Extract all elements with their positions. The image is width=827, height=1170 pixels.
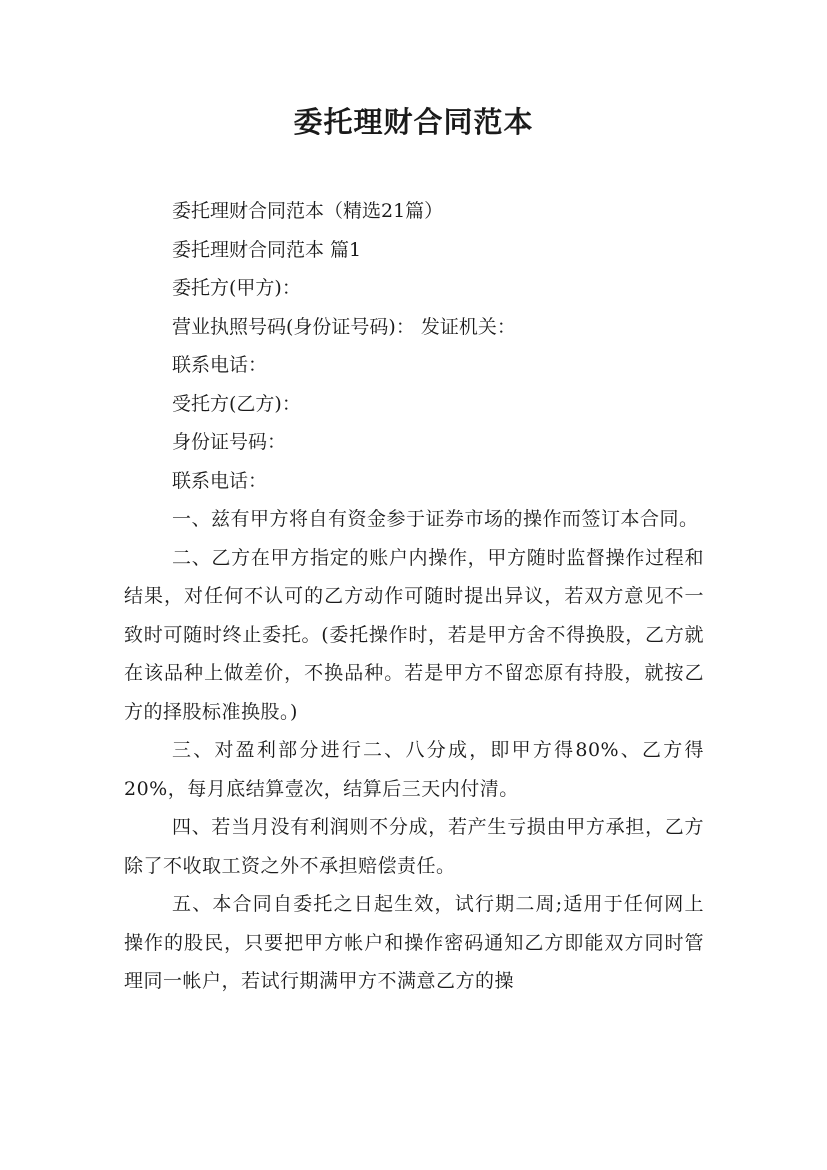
party-a-license-label: 营业执照号码(身份证号码)： 发证机关： xyxy=(172,315,516,338)
clause-2: 二、乙方在甲方指定的账户内操作，甲方随时监督操作过程和结果，对任何不认可的乙方动作可随时提出异议，若双方意见不一致时可随时终止委托。(委托操作时，若是甲方舍不得换股，乙方就在该品种上做差价，不换品种。若是甲方不留恋原有持股，就按乙方的择股标准换股。) xyxy=(124,546,704,723)
subtitle-line: 委托理财合同范本（精选21篇） xyxy=(172,200,444,222)
section-heading: 委托理财合同范本 篇1 xyxy=(172,238,362,261)
party-b-id-label: 身份证号码： xyxy=(172,431,287,453)
document-title: 委托理财合同范本 xyxy=(293,105,534,139)
clause-5: 五、本合同自委托之日起生效，试行期二周;适用于任何网上操作的股民，只要把甲方帐户和操作密码通知乙方即能双方同时管理同一帐户，若试行期满甲方不满意乙方的操 xyxy=(124,893,704,992)
party-b-label: 受托方(乙方)： xyxy=(172,392,301,415)
party-a-label: 委托方(甲方)： xyxy=(172,277,301,299)
clause-4: 四、若当月没有利润则不分成，若产生亏损由甲方承担，乙方除了不收取工资之外不承担赔偿责任。 xyxy=(124,816,704,877)
clause-1: 一、兹有甲方将自有资金参于证券市场的操作而签订本合同。 xyxy=(172,508,699,530)
document-body xyxy=(124,192,704,1001)
party-a-phone-label: 联系电话： xyxy=(172,354,268,376)
party-b-phone-label: 联系电话： xyxy=(172,469,268,492)
clause-3: 三、对盈利部分进行二、八分成，即甲方得80%、乙方得20%，每月底结算壹次，结算后三天内付清。 xyxy=(124,739,704,800)
